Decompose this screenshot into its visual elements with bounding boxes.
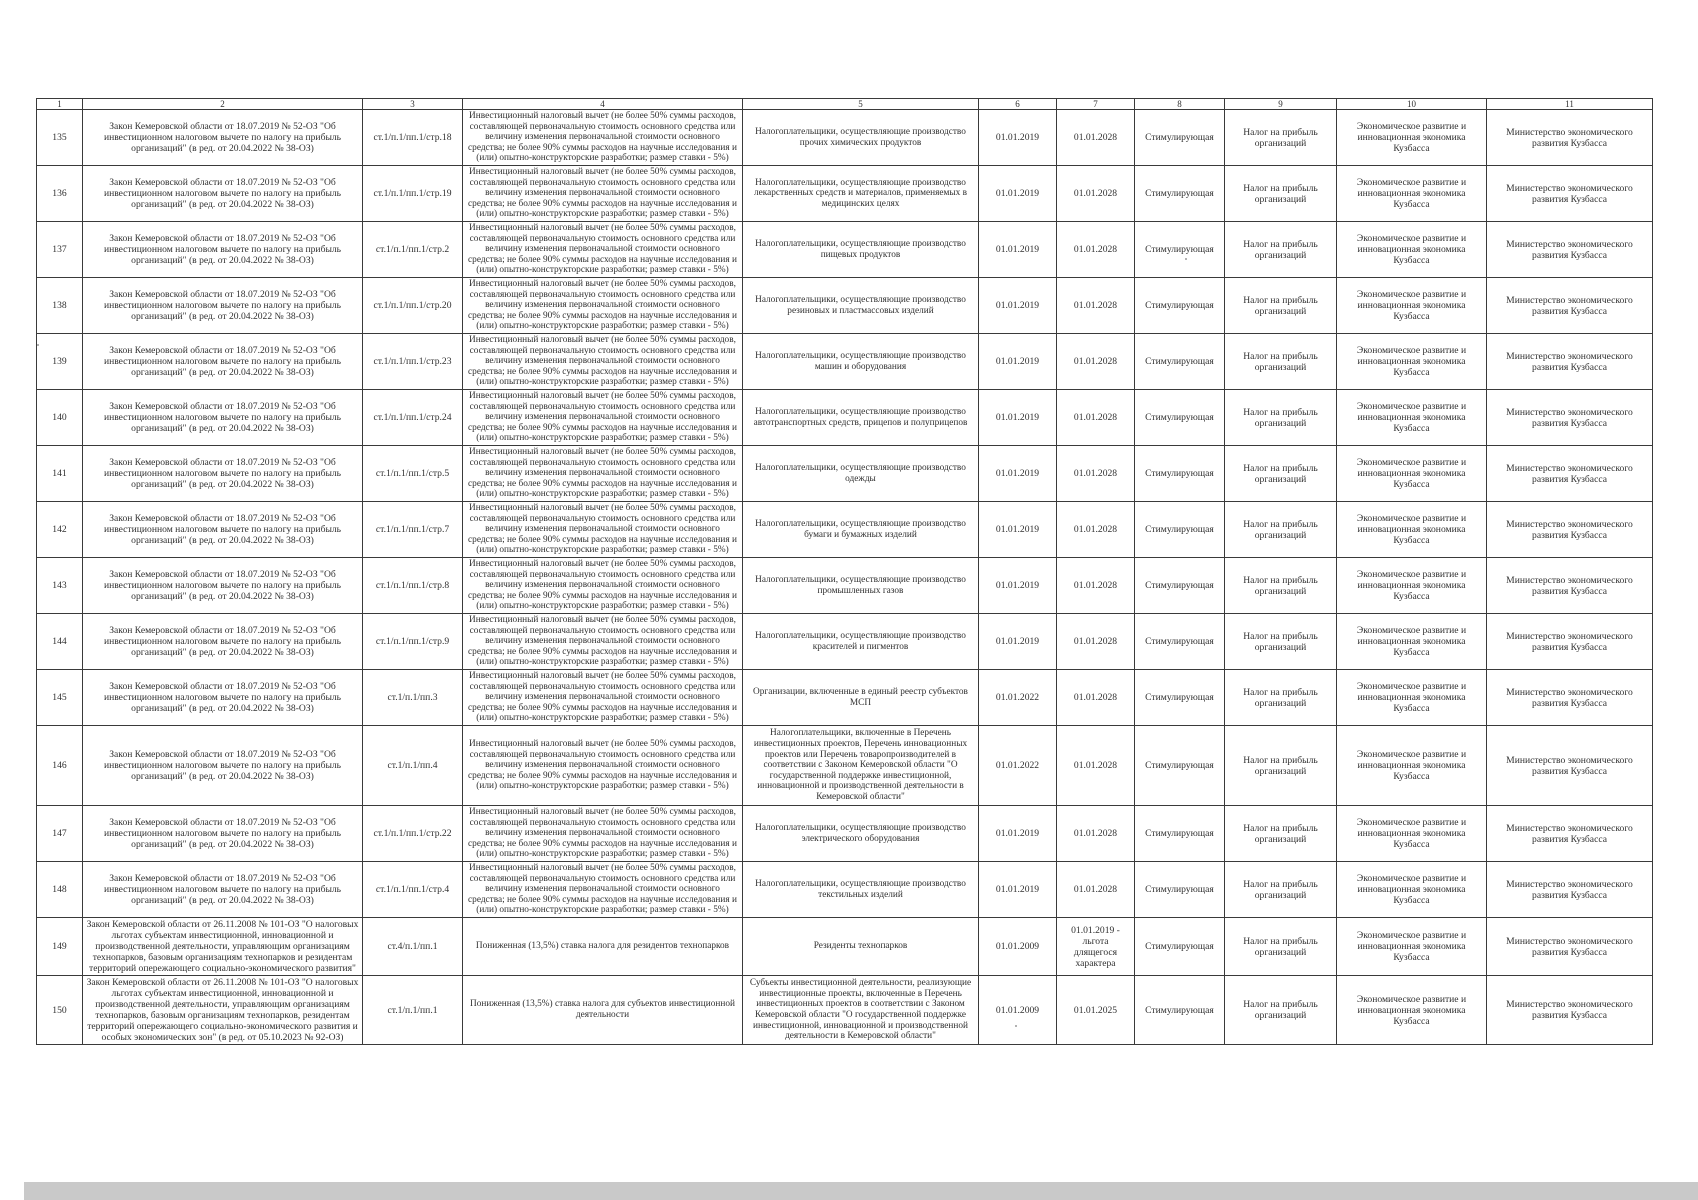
article-cell: ст.1/п.1/пп.4 xyxy=(363,726,463,806)
benefit-norm-cell: Инвестиционный налоговый вычет (не более 50% суммы расходов, составляющей первоначальную стоимость основного средства или величину изменения первоначальной стоимости основного средства; не более 90% суммы расходов на научные исследования и (или) опытно-конструкторские разработки; размер ставки - 5%) xyxy=(463,726,743,806)
benefit-type-cell: Стимулирующая xyxy=(1135,110,1225,166)
table-row xyxy=(37,222,1653,278)
table-row xyxy=(37,614,1653,670)
target-category-cell: Налогоплательщики, осуществляющие производство текстильных изделий xyxy=(743,862,979,918)
target-category-cell: Налогоплательщики, осуществляющие производство промышленных газов xyxy=(743,558,979,614)
row-number-cell: 137 xyxy=(37,222,83,278)
article-cell: ст.1/п.1/пп.1 xyxy=(363,976,463,1045)
tax-name-cell: Налог на прибыль организаций xyxy=(1225,558,1337,614)
curator-cell: Министерство экономического развития Кузбасса xyxy=(1487,278,1653,334)
article-cell: ст.1/п.1/пп.1/стр.2 xyxy=(363,222,463,278)
table-row xyxy=(37,166,1653,222)
start-date-cell: 01.01.2009 xyxy=(979,976,1057,1045)
curator-cell: Министерство экономического развития Кузбасса xyxy=(1487,976,1653,1045)
curator-cell: Министерство экономического развития Кузбасса xyxy=(1487,446,1653,502)
end-date-cell: 01.01.2028 xyxy=(1057,222,1135,278)
benefit-norm-cell: Инвестиционный налоговый вычет (не более 50% суммы расходов, составляющей первоначальную стоимость основного средства или величину изменения первоначальной стоимости основного средства; не более 90% суммы расходов на научные исследования и (или) опытно-конструкторские разработки; размер ставки - 5%) xyxy=(463,390,743,446)
law-cell: Закон Кемеровской области от 18.07.2019 № 52-ОЗ "Об инвестиционном налоговом вычете по налогу на прибыль организаций" (в ред. от 20.04.2022 № 38-ОЗ) xyxy=(83,166,363,222)
start-date-cell: 01.01.2019 xyxy=(979,110,1057,166)
benefit-type-cell: Стимулирующая xyxy=(1135,502,1225,558)
row-number-cell: 147 xyxy=(37,806,83,862)
article-cell: ст.1/п.1/пп.1/стр.4 xyxy=(363,862,463,918)
end-date-cell: 01.01.2019 - льгота длящегося характера xyxy=(1057,918,1135,976)
row-number-cell: 138 xyxy=(37,278,83,334)
row-number-cell: 136 xyxy=(37,166,83,222)
tax-name-cell: Налог на прибыль организаций xyxy=(1225,806,1337,862)
benefit-type-cell: Стимулирующая xyxy=(1135,166,1225,222)
start-date-cell: 01.01.2022 xyxy=(979,726,1057,806)
target-category-cell: Организации, включенные в единый реестр субъектов МСП xyxy=(743,670,979,726)
state-program-cell: Экономическое развитие и инновационная экономика Кузбасса xyxy=(1337,862,1487,918)
column-number-row xyxy=(37,99,1653,110)
target-category-cell: Налогоплательщики, осуществляющие производство автотранспортных средств, прицепов и полуприцепов xyxy=(743,390,979,446)
target-category-cell: Резиденты технопарков xyxy=(743,918,979,976)
curator-cell: Министерство экономического развития Кузбасса xyxy=(1487,918,1653,976)
tax-name-cell: Налог на прибыль организаций xyxy=(1225,334,1337,390)
target-category-cell: Налогоплательщики, осуществляющие производство лекарственных средств и материалов, применяемых в медицинских целях xyxy=(743,166,979,222)
article-cell: ст.1/п.1/пп.1/стр.8 xyxy=(363,558,463,614)
scan-speck xyxy=(1185,258,1187,260)
row-number-cell: 148 xyxy=(37,862,83,918)
tax-name-cell: Налог на прибыль организаций xyxy=(1225,614,1337,670)
state-program-cell: Экономическое развитие и инновационная экономика Кузбасса xyxy=(1337,726,1487,806)
benefit-type-cell: Стимулирующая xyxy=(1135,446,1225,502)
curator-cell: Министерство экономического развития Кузбасса xyxy=(1487,222,1653,278)
table-row xyxy=(37,278,1653,334)
law-cell: Закон Кемеровской области от 18.07.2019 № 52-ОЗ "Об инвестиционном налоговом вычете по налогу на прибыль организаций" (в ред. от 20.04.2022 № 38-ОЗ) xyxy=(83,222,363,278)
law-cell: Закон Кемеровской области от 18.07.2019 № 52-ОЗ "Об инвестиционном налоговом вычете по налогу на прибыль организаций" (в ред. от 20.04.2022 № 38-ОЗ) xyxy=(83,670,363,726)
row-number-cell: 150 xyxy=(37,976,83,1045)
table-row xyxy=(37,670,1653,726)
article-cell: ст.1/п.1/пп.1/стр.20 xyxy=(363,278,463,334)
tax-name-cell: Налог на прибыль организаций xyxy=(1225,390,1337,446)
row-number-cell: 139 xyxy=(37,334,83,390)
benefit-norm-cell: Инвестиционный налоговый вычет (не более 50% суммы расходов, составляющей первоначальную стоимость основного средства или величину изменения первоначальной стоимости основного средства; не более 90% суммы расходов на научные исследования и (или) опытно-конструкторские разработки; размер ставки - 5%) xyxy=(463,614,743,670)
benefit-norm-cell: Инвестиционный налоговый вычет (не более 50% суммы расходов, составляющей первоначальную стоимость основного средства или величину изменения первоначальной стоимости основного средства; не более 90% суммы расходов на научные исследования и (или) опытно-конструкторские разработки; размер ставки - 5%) xyxy=(463,806,743,862)
row-number-cell: 144 xyxy=(37,614,83,670)
tax-name-cell: Налог на прибыль организаций xyxy=(1225,166,1337,222)
curator-cell: Министерство экономического развития Кузбасса xyxy=(1487,558,1653,614)
benefit-type-cell: Стимулирующая xyxy=(1135,670,1225,726)
benefit-norm-cell: Пониженная (13,5%) ставка налога для резидентов технопарков xyxy=(463,918,743,976)
start-date-cell: 01.01.2019 xyxy=(979,166,1057,222)
end-date-cell: 01.01.2028 xyxy=(1057,110,1135,166)
law-cell: Закон Кемеровской области от 18.07.2019 № 52-ОЗ "Об инвестиционном налоговом вычете по налогу на прибыль организаций" (в ред. от 20.04.2022 № 38-ОЗ) xyxy=(83,614,363,670)
benefit-type-cell: Стимулирующая xyxy=(1135,726,1225,806)
end-date-cell: 01.01.2028 xyxy=(1057,278,1135,334)
table-row xyxy=(37,976,1653,1045)
law-cell: Закон Кемеровской области от 18.07.2019 № 52-ОЗ "Об инвестиционном налоговом вычете по налогу на прибыль организаций" (в ред. от 20.04.2022 № 38-ОЗ) xyxy=(83,278,363,334)
law-cell: Закон Кемеровской области от 18.07.2019 № 52-ОЗ "Об инвестиционном налоговом вычете по налогу на прибыль организаций" (в ред. от 20.04.2022 № 38-ОЗ) xyxy=(83,862,363,918)
curator-cell: Министерство экономического развития Кузбасса xyxy=(1487,806,1653,862)
target-category-cell: Налогоплательщики, осуществляющие производство прочих химических продуктов xyxy=(743,110,979,166)
end-date-cell: 01.01.2028 xyxy=(1057,670,1135,726)
benefit-norm-cell: Инвестиционный налоговый вычет (не более 50% суммы расходов, составляющей первоначальную стоимость основного средства или величину изменения первоначальной стоимости основного средства; не более 90% суммы расходов на научные исследования и (или) опытно-конструкторские разработки; размер ставки - 5%) xyxy=(463,446,743,502)
benefit-type-cell: Стимулирующая xyxy=(1135,806,1225,862)
curator-cell: Министерство экономического развития Кузбасса xyxy=(1487,862,1653,918)
tax-name-cell: Налог на прибыль организаций xyxy=(1225,222,1337,278)
table-row xyxy=(37,862,1653,918)
benefit-type-cell: Стимулирующая xyxy=(1135,278,1225,334)
column-number: 8 xyxy=(1135,99,1225,110)
table-row xyxy=(37,806,1653,862)
column-number: 1 xyxy=(37,99,83,110)
benefit-norm-cell: Инвестиционный налоговый вычет (не более 50% суммы расходов, составляющей первоначальную стоимость основного средства или величину изменения первоначальной стоимости основного средства; не более 90% суммы расходов на научные исследования и (или) опытно-конструкторские разработки; размер ставки - 5%) xyxy=(463,334,743,390)
state-program-cell: Экономическое развитие и инновационная экономика Кузбасса xyxy=(1337,390,1487,446)
start-date-cell: 01.01.2019 xyxy=(979,502,1057,558)
curator-cell: Министерство экономического развития Кузбасса xyxy=(1487,502,1653,558)
column-number: 10 xyxy=(1337,99,1487,110)
law-cell: Закон Кемеровской области от 26.11.2008 № 101-ОЗ "О налоговых льготах субъектам инвестиционной, инновационной и производственной деятельности, управляющим организациям технопарков, базовым организациям технопарков, резидентам территорий опережающего социально-экономического развития и особых экономических зон" (в ред. от 05.10.2023 № 92-ОЗ) xyxy=(83,976,363,1045)
law-cell: Закон Кемеровской области от 18.07.2019 № 52-ОЗ "Об инвестиционном налоговом вычете по налогу на прибыль организаций" (в ред. от 20.04.2022 № 38-ОЗ) xyxy=(83,446,363,502)
table-row xyxy=(37,446,1653,502)
curator-cell: Министерство экономического развития Кузбасса xyxy=(1487,390,1653,446)
column-number: 3 xyxy=(363,99,463,110)
tax-name-cell: Налог на прибыль организаций xyxy=(1225,670,1337,726)
table-row xyxy=(37,558,1653,614)
benefit-type-cell: Стимулирующая xyxy=(1135,558,1225,614)
row-number-cell: 146 xyxy=(37,726,83,806)
benefit-norm-cell: Инвестиционный налоговый вычет (не более 50% суммы расходов, составляющей первоначальную стоимость основного средства или величину изменения первоначальной стоимости основного средства; не более 90% суммы расходов на научные исследования и (или) опытно-конструкторские разработки; размер ставки - 5%) xyxy=(463,278,743,334)
article-cell: ст.1/п.1/пп.1/стр.7 xyxy=(363,502,463,558)
end-date-cell: 01.01.2028 xyxy=(1057,806,1135,862)
end-date-cell: 01.01.2028 xyxy=(1057,502,1135,558)
row-number-cell: 145 xyxy=(37,670,83,726)
scan-speck xyxy=(37,344,39,346)
end-date-cell: 01.01.2028 xyxy=(1057,558,1135,614)
row-number-cell: 149 xyxy=(37,918,83,976)
row-number-cell: 140 xyxy=(37,390,83,446)
tax-benefits-sheet xyxy=(36,98,1652,1045)
benefit-norm-cell: Пониженная (13,5%) ставка налога для субъектов инвестиционной деятельности xyxy=(463,976,743,1045)
law-cell: Закон Кемеровской области от 26.11.2008 № 101-ОЗ "О налоговых льготах субъектам инвестиционной, инновационной и производственной деятельности, управляющим организациям технопарков, базовым организациям технопарков и резидентам территорий опережающего социально-экономического развития" xyxy=(83,918,363,976)
state-program-cell: Экономическое развитие и инновационная экономика Кузбасса xyxy=(1337,110,1487,166)
article-cell: ст.1/п.1/пп.1/стр.19 xyxy=(363,166,463,222)
benefit-type-cell: Стимулирующая xyxy=(1135,222,1225,278)
article-cell: ст.4/п.1/пп.1 xyxy=(363,918,463,976)
target-category-cell: Налогоплательщики, осуществляющие производство пищевых продуктов xyxy=(743,222,979,278)
column-number: 11 xyxy=(1487,99,1653,110)
benefit-norm-cell: Инвестиционный налоговый вычет (не более 50% суммы расходов, составляющей первоначальную стоимость основного средства или величину изменения первоначальной стоимости основного средства; не более 90% суммы расходов на научные исследования и (или) опытно-конструкторские разработки; размер ставки - 5%) xyxy=(463,862,743,918)
state-program-cell: Экономическое развитие и инновационная экономика Кузбасса xyxy=(1337,558,1487,614)
end-date-cell: 01.01.2028 xyxy=(1057,334,1135,390)
tax-benefits-table xyxy=(36,98,1653,1045)
column-number: 4 xyxy=(463,99,743,110)
benefit-type-cell: Стимулирующая xyxy=(1135,918,1225,976)
curator-cell: Министерство экономического развития Кузбасса xyxy=(1487,670,1653,726)
benefit-type-cell: Стимулирующая xyxy=(1135,390,1225,446)
start-date-cell: 01.01.2019 xyxy=(979,614,1057,670)
target-category-cell: Налогоплательщики, осуществляющие производство красителей и пигментов xyxy=(743,614,979,670)
state-program-cell: Экономическое развитие и инновационная экономика Кузбасса xyxy=(1337,166,1487,222)
law-cell: Закон Кемеровской области от 18.07.2019 № 52-ОЗ "Об инвестиционном налоговом вычете по налогу на прибыль организаций" (в ред. от 20.04.2022 № 38-ОЗ) xyxy=(83,390,363,446)
benefit-norm-cell: Инвестиционный налоговый вычет (не более 50% суммы расходов, составляющей первоначальную стоимость основного средства или величину изменения первоначальной стоимости основного средства; не более 90% суммы расходов на научные исследования и (или) опытно-конструкторские разработки; размер ставки - 5%) xyxy=(463,670,743,726)
table-row xyxy=(37,918,1653,976)
row-number-cell: 142 xyxy=(37,502,83,558)
table-row xyxy=(37,334,1653,390)
column-number: 9 xyxy=(1225,99,1337,110)
scan-footer-bar xyxy=(24,1182,1698,1200)
curator-cell: Министерство экономического развития Кузбасса xyxy=(1487,726,1653,806)
tax-name-cell: Налог на прибыль организаций xyxy=(1225,502,1337,558)
curator-cell: Министерство экономического развития Кузбасса xyxy=(1487,334,1653,390)
end-date-cell: 01.01.2028 xyxy=(1057,446,1135,502)
benefit-type-cell: Стимулирующая xyxy=(1135,614,1225,670)
tax-name-cell: Налог на прибыль организаций xyxy=(1225,726,1337,806)
state-program-cell: Экономическое развитие и инновационная экономика Кузбасса xyxy=(1337,502,1487,558)
table-row xyxy=(37,390,1653,446)
benefit-norm-cell: Инвестиционный налоговый вычет (не более 50% суммы расходов, составляющей первоначальную стоимость основного средства или величину изменения первоначальной стоимости основного средства; не более 90% суммы расходов на научные исследования и (или) опытно-конструкторские разработки; размер ставки - 5%) xyxy=(463,166,743,222)
table-row xyxy=(37,726,1653,806)
column-number: 7 xyxy=(1057,99,1135,110)
start-date-cell: 01.01.2009 xyxy=(979,918,1057,976)
target-category-cell: Налогоплательщики, осуществляющие производство бумаги и бумажных изделий xyxy=(743,502,979,558)
article-cell: ст.1/п.1/пп.1/стр.23 xyxy=(363,334,463,390)
target-category-cell: Налогоплательщики, осуществляющие производство электрического оборудования xyxy=(743,806,979,862)
benefit-type-cell: Стимулирующая xyxy=(1135,862,1225,918)
start-date-cell: 01.01.2022 xyxy=(979,670,1057,726)
start-date-cell: 01.01.2019 xyxy=(979,446,1057,502)
state-program-cell: Экономическое развитие и инновационная экономика Кузбасса xyxy=(1337,614,1487,670)
tax-name-cell: Налог на прибыль организаций xyxy=(1225,110,1337,166)
curator-cell: Министерство экономического развития Кузбасса xyxy=(1487,166,1653,222)
end-date-cell: 01.01.2028 xyxy=(1057,862,1135,918)
tax-name-cell: Налог на прибыль организаций xyxy=(1225,446,1337,502)
start-date-cell: 01.01.2019 xyxy=(979,806,1057,862)
law-cell: Закон Кемеровской области от 18.07.2019 № 52-ОЗ "Об инвестиционном налоговом вычете по налогу на прибыль организаций" (в ред. от 20.04.2022 № 38-ОЗ) xyxy=(83,558,363,614)
state-program-cell: Экономическое развитие и инновационная экономика Кузбасса xyxy=(1337,976,1487,1045)
row-number-cell: 135 xyxy=(37,110,83,166)
start-date-cell: 01.01.2019 xyxy=(979,390,1057,446)
article-cell: ст.1/п.1/пп.1/стр.22 xyxy=(363,806,463,862)
article-cell: ст.1/п.1/пп.1/стр.18 xyxy=(363,110,463,166)
state-program-cell: Экономическое развитие и инновационная экономика Кузбасса xyxy=(1337,222,1487,278)
target-category-cell: Налогоплательщики, включенные в Перечень инвестиционных проектов, Перечень инновационных проектов или Перечень товаропроизводителей в соответствии с Законом Кемеровской области "О государственной поддержке инвестиционной, инновационной и производственной деятельности в Кемеровской области" xyxy=(743,726,979,806)
state-program-cell: Экономическое развитие и инновационная экономика Кузбасса xyxy=(1337,446,1487,502)
table-row xyxy=(37,502,1653,558)
state-program-cell: Экономическое развитие и инновационная экономика Кузбасса xyxy=(1337,670,1487,726)
tax-name-cell: Налог на прибыль организаций xyxy=(1225,862,1337,918)
law-cell: Закон Кемеровской области от 18.07.2019 № 52-ОЗ "Об инвестиционном налоговом вычете по налогу на прибыль организаций" (в ред. от 20.04.2022 № 38-ОЗ) xyxy=(83,334,363,390)
article-cell: ст.1/п.1/пп.1/стр.24 xyxy=(363,390,463,446)
law-cell: Закон Кемеровской области от 18.07.2019 № 52-ОЗ "Об инвестиционном налоговом вычете по налогу на прибыль организаций" (в ред. от 20.04.2022 № 38-ОЗ) xyxy=(83,502,363,558)
start-date-cell: 01.01.2019 xyxy=(979,222,1057,278)
benefit-type-cell: Стимулирующая xyxy=(1135,334,1225,390)
benefit-norm-cell: Инвестиционный налоговый вычет (не более 50% суммы расходов, составляющей первоначальную стоимость основного средства или величину изменения первоначальной стоимости основного средства; не более 90% суммы расходов на научные исследования и (или) опытно-конструкторские разработки; размер ставки - 5%) xyxy=(463,502,743,558)
target-category-cell: Налогоплательщики, осуществляющие производство одежды xyxy=(743,446,979,502)
state-program-cell: Экономическое развитие и инновационная экономика Кузбасса xyxy=(1337,806,1487,862)
benefit-type-cell: Стимулирующая xyxy=(1135,976,1225,1045)
benefit-norm-cell: Инвестиционный налоговый вычет (не более 50% суммы расходов, составляющей первоначальную стоимость основного средства или величину изменения первоначальной стоимости основного средства; не более 90% суммы расходов на научные исследования и (или) опытно-конструкторские разработки; размер ставки - 5%) xyxy=(463,222,743,278)
table-row xyxy=(37,110,1653,166)
curator-cell: Министерство экономического развития Кузбасса xyxy=(1487,110,1653,166)
end-date-cell: 01.01.2028 xyxy=(1057,390,1135,446)
benefit-norm-cell: Инвестиционный налоговый вычет (не более 50% суммы расходов, составляющей первоначальную стоимость основного средства или величину изменения первоначальной стоимости основного средства; не более 90% суммы расходов на научные исследования и (или) опытно-конструкторские разработки; размер ставки - 5%) xyxy=(463,558,743,614)
end-date-cell: 01.01.2028 xyxy=(1057,726,1135,806)
tax-name-cell: Налог на прибыль организаций xyxy=(1225,278,1337,334)
article-cell: ст.1/п.1/пп.1/стр.5 xyxy=(363,446,463,502)
state-program-cell: Экономическое развитие и инновационная экономика Кузбасса xyxy=(1337,334,1487,390)
start-date-cell: 01.01.2019 xyxy=(979,278,1057,334)
law-cell: Закон Кемеровской области от 18.07.2019 № 52-ОЗ "Об инвестиционном налоговом вычете по налогу на прибыль организаций" (в ред. от 20.04.2022 № 38-ОЗ) xyxy=(83,726,363,806)
tax-name-cell: Налог на прибыль организаций xyxy=(1225,976,1337,1045)
end-date-cell: 01.01.2025 xyxy=(1057,976,1135,1045)
start-date-cell: 01.01.2019 xyxy=(979,558,1057,614)
column-number: 6 xyxy=(979,99,1057,110)
start-date-cell: 01.01.2019 xyxy=(979,862,1057,918)
target-category-cell: Налогоплательщики, осуществляющие производство резиновых и пластмассовых изделий xyxy=(743,278,979,334)
article-cell: ст.1/п.1/пп.1/стр.9 xyxy=(363,614,463,670)
curator-cell: Министерство экономического развития Кузбасса xyxy=(1487,614,1653,670)
tax-name-cell: Налог на прибыль организаций xyxy=(1225,918,1337,976)
article-cell: ст.1/п.1/пп.3 xyxy=(363,670,463,726)
benefit-norm-cell: Инвестиционный налоговый вычет (не более 50% суммы расходов, составляющей первоначальную стоимость основного средства или величину изменения первоначальной стоимости основного средства; не более 90% суммы расходов на научные исследования и (или) опытно-конструкторские разработки; размер ставки - 5%) xyxy=(463,110,743,166)
scan-speck xyxy=(1015,1025,1017,1027)
start-date-cell: 01.01.2019 xyxy=(979,334,1057,390)
state-program-cell: Экономическое развитие и инновационная экономика Кузбасса xyxy=(1337,918,1487,976)
row-number-cell: 143 xyxy=(37,558,83,614)
target-category-cell: Налогоплательщики, осуществляющие производство машин и оборудования xyxy=(743,334,979,390)
target-category-cell: Субъекты инвестиционной деятельности, реализующие инвестиционные проекты, включенные в Перечень инвестиционных проектов в соответствии с Законом Кемеровской области "О государственной поддержке инвестиционной, инновационной и производственной деятельности в Кемеровской области" xyxy=(743,976,979,1045)
row-number-cell: 141 xyxy=(37,446,83,502)
column-number: 5 xyxy=(743,99,979,110)
law-cell: Закон Кемеровской области от 18.07.2019 № 52-ОЗ "Об инвестиционном налоговом вычете по налогу на прибыль организаций" (в ред. от 20.04.2022 № 38-ОЗ) xyxy=(83,110,363,166)
end-date-cell: 01.01.2028 xyxy=(1057,166,1135,222)
state-program-cell: Экономическое развитие и инновационная экономика Кузбасса xyxy=(1337,278,1487,334)
end-date-cell: 01.01.2028 xyxy=(1057,614,1135,670)
column-number: 2 xyxy=(83,99,363,110)
law-cell: Закон Кемеровской области от 18.07.2019 № 52-ОЗ "Об инвестиционном налоговом вычете по налогу на прибыль организаций" (в ред. от 20.04.2022 № 38-ОЗ) xyxy=(83,806,363,862)
